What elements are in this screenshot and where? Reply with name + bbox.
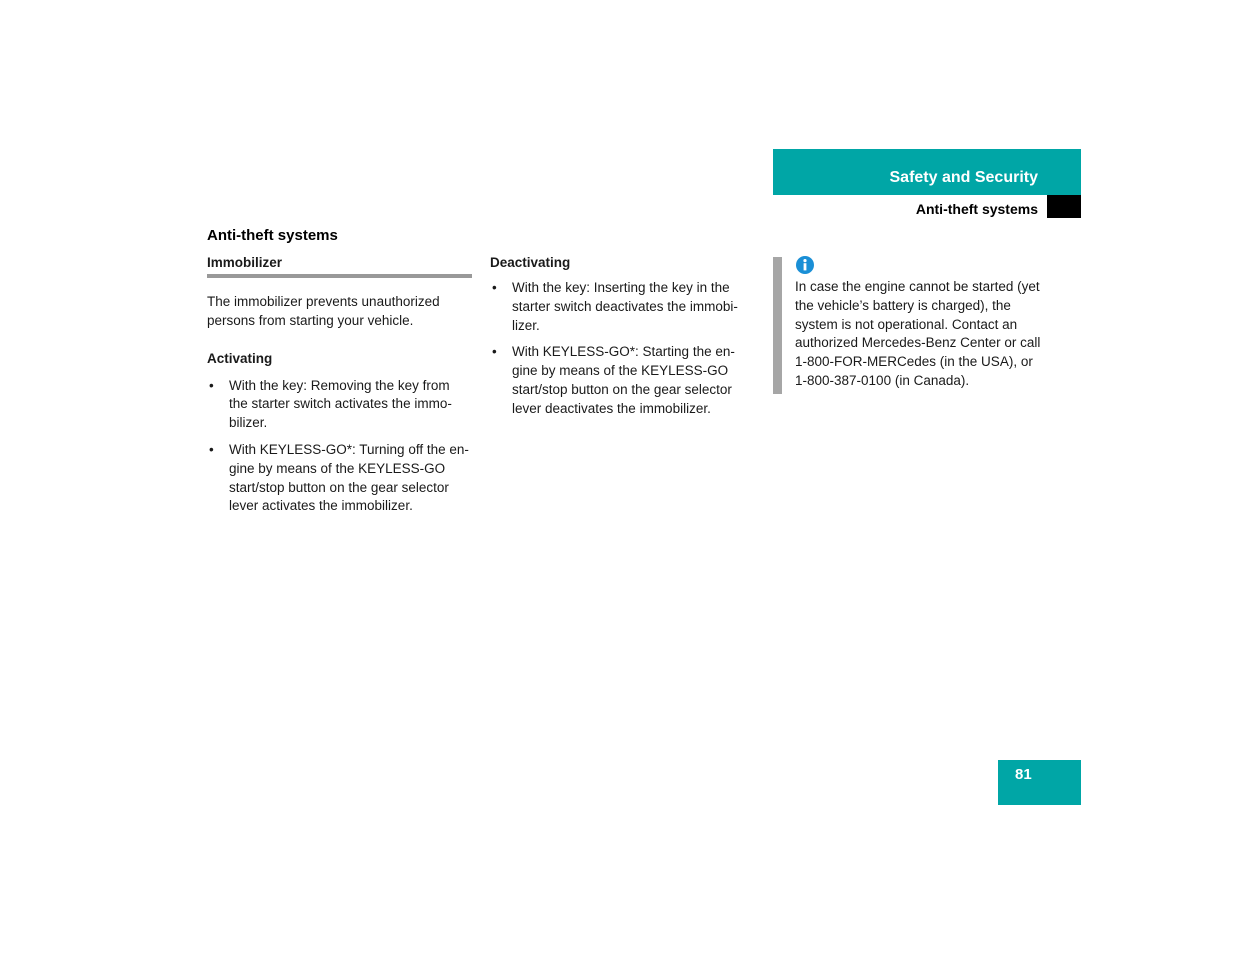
section-tab-label: Anti-theft systems: [915, 201, 1038, 217]
deactivating-heading: Deactivating: [490, 255, 571, 270]
bullet-mark: •: [209, 441, 214, 457]
info-icon: [796, 256, 814, 274]
bullet-mark: •: [492, 280, 497, 295]
list-item: [490, 343, 755, 418]
activating-list: [207, 377, 472, 517]
section-tab-marker: [1047, 195, 1081, 218]
page-number-box: [998, 760, 1081, 805]
immobilizer-intro: The immobilizer prevents unauthorized persons from starting your vehicle.: [207, 294, 440, 328]
page-title: Anti-theft systems: [207, 227, 338, 244]
activating-heading: Activating: [207, 350, 273, 366]
list-item-text: With the key: Removing the key from the starter switch activates the immo-bilizer.: [229, 377, 452, 431]
bullet-mark: •: [492, 344, 497, 360]
section-tab: [773, 195, 1081, 218]
note-bar: [773, 257, 782, 394]
note-text: In case the engine cannot be started (yet the vehicle’s battery is charged), the system is not operational. Contact an authorized Mercedes-Benz Center or call 1-800-FOR-MERCedes (in the USA), or 1-800-387-0100 (in Canada).: [795, 279, 1041, 388]
list-item-text: With KEYLESS-GO*: Starting the en-gine by means of the KEYLESS-GO start/stop button on the gear selector lever deactivates the immobilizer.: [512, 344, 735, 416]
immobilizer-heading: Immobilizer: [207, 255, 283, 270]
list-item: [207, 377, 472, 433]
deactivating-list: [490, 279, 755, 419]
bullet-mark: •: [209, 377, 214, 393]
chapter-title: Safety and Security: [889, 169, 1038, 186]
list-item: [490, 279, 755, 335]
page-number: 81: [1015, 766, 1032, 783]
list-item: [207, 441, 472, 516]
heading-rule: [207, 274, 472, 278]
middle-column: [490, 254, 755, 427]
chapter-header-band: [773, 149, 1081, 195]
list-item-text: With the key: Inserting the key in the starter switch deactivates the immobi-lizer.: [512, 280, 738, 333]
left-column: [207, 254, 472, 524]
info-note: [773, 257, 1048, 394]
list-item-text: With KEYLESS-GO*: Turning off the en-gine by means of the KEYLESS-GO start/stop button on the gear selector lever activates the immobilizer.: [229, 441, 469, 514]
